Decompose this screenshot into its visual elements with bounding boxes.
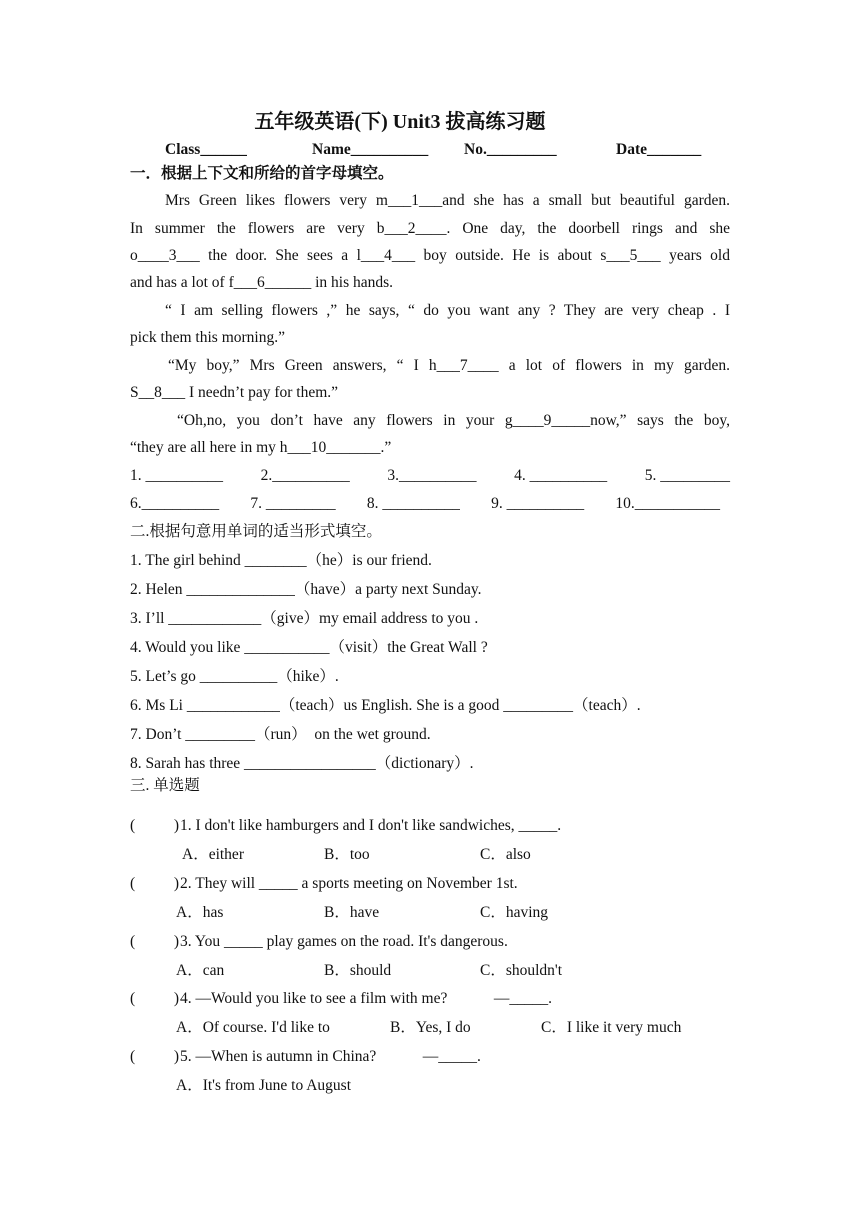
section2-heading: 二.根据句意用单词的适当形式填空。 <box>130 523 382 540</box>
option-c[interactable]: C．also <box>480 846 531 863</box>
question-text: 1. I don't like hamburgers and I don't like sandwiches, _____. <box>180 817 562 834</box>
option-c[interactable]: C．I like it very much <box>541 1019 682 1036</box>
fill-item[interactable]: 8. Sarah has three _________________（dictionary）. <box>130 755 474 772</box>
fill-item[interactable]: 4. Would you like ___________（visit）the Great Wall ? <box>130 639 488 656</box>
question-text: 3. You _____ play games on the road. It's dangerous. <box>180 933 508 950</box>
answer-blank[interactable]: 6.__________ <box>130 495 220 512</box>
answer-paren[interactable]: ( ) <box>130 1048 180 1065</box>
answer-row-1 <box>130 466 730 486</box>
question-text: 4. —Would you like to see a film with me? —_____. <box>180 990 552 1007</box>
passage-line: o____3___ the door. She sees a l___4___ boy outside. He is about s___5___ years old <box>130 247 730 264</box>
passage-line: “they are all here in my h___10_______.” <box>130 439 392 456</box>
answer-blank[interactable]: 2.__________ <box>260 467 350 484</box>
answer-paren[interactable]: ( ) <box>130 875 180 892</box>
answer-row-2 <box>130 494 720 514</box>
passage-line: “Oh,no, you don’t have any flowers in your g____9_____now,” says the boy, <box>177 412 730 429</box>
fill-item[interactable]: 3. I’ll ____________（give）my email address to you . <box>130 610 479 627</box>
number-field[interactable]: No._________ <box>464 141 557 158</box>
section1-heading: 一．根据上下文和所给的首字母填空。 <box>130 165 394 182</box>
question-text: 2. They will _____ a sports meeting on November 1st. <box>180 875 518 892</box>
answer-blank[interactable]: 10.___________ <box>615 495 720 512</box>
fill-item[interactable]: 7. Don’t _________（run） on the wet ground. <box>130 726 431 743</box>
passage-line: and has a lot of f___6______ in his hands. <box>130 274 394 291</box>
question-text: 5. —When is autumn in China? —_____. <box>180 1048 481 1065</box>
passage-line: In summer the flowers are very b___2____. One day, the doorbell rings and she <box>130 220 730 237</box>
passage-line: “ I am selling flowers ,” he says, “ do you want any ? They are very cheap . I <box>165 302 730 319</box>
answer-paren[interactable]: ( ) <box>130 990 180 1007</box>
option-b[interactable]: B．should <box>324 962 392 979</box>
option-a[interactable]: A．It's from June to August <box>176 1077 352 1094</box>
answer-blank[interactable]: 8. __________ <box>366 495 460 512</box>
fill-item[interactable]: 1. The girl behind ________（he）is our friend. <box>130 552 432 569</box>
passage-line: Mrs Green likes flowers very m___1___and she has a small but beautiful garden. <box>165 192 730 209</box>
option-c[interactable]: C．shouldn't <box>480 962 563 979</box>
answer-paren[interactable]: ( ) <box>130 933 180 950</box>
option-a[interactable]: A．Of course. I'd like to <box>176 1019 330 1036</box>
option-a[interactable]: A．either <box>182 846 244 863</box>
class-field[interactable]: Class______ <box>165 141 247 158</box>
option-a[interactable]: A．can <box>176 962 225 979</box>
answer-blank[interactable]: 7. _________ <box>250 495 336 512</box>
section3-heading: 三. 单选题 <box>130 777 200 794</box>
passage-line: S__8___ I needn’t pay for them.” <box>130 384 339 401</box>
name-field[interactable]: Name__________ <box>312 141 429 158</box>
option-c[interactable]: C．having <box>480 904 549 921</box>
answer-blank[interactable]: 3.__________ <box>387 467 477 484</box>
fill-item[interactable]: 5. Let’s go __________（hike）. <box>130 668 339 685</box>
date-field[interactable]: Date_______ <box>616 141 702 158</box>
fill-item[interactable]: 2. Helen ______________（have）a party next Sunday. <box>130 581 482 598</box>
answer-paren[interactable]: ( ) <box>130 817 180 834</box>
page-title: 五年级英语(下) Unit3 拔高练习题 <box>254 111 546 133</box>
passage-line: “My boy,” Mrs Green answers, “ I h___7____ a lot of flowers in my garden. <box>168 357 730 374</box>
option-a[interactable]: A．has <box>176 904 224 921</box>
option-b[interactable]: B．have <box>324 904 380 921</box>
answer-blank[interactable]: 5. _________ <box>644 467 730 484</box>
option-row <box>0 1076 860 1116</box>
answer-blank[interactable]: 9. __________ <box>491 495 585 512</box>
answer-blank[interactable]: 4. __________ <box>514 467 608 484</box>
option-b[interactable]: B．Yes, I do <box>390 1019 471 1036</box>
answer-blank[interactable]: 1. __________ <box>130 467 223 484</box>
option-b[interactable]: B．too <box>324 846 370 863</box>
passage-line: pick them this morning.” <box>130 329 285 346</box>
fill-item[interactable]: 6. Ms Li ____________（teach）us English. She is a good _________（teach）. <box>130 697 641 714</box>
